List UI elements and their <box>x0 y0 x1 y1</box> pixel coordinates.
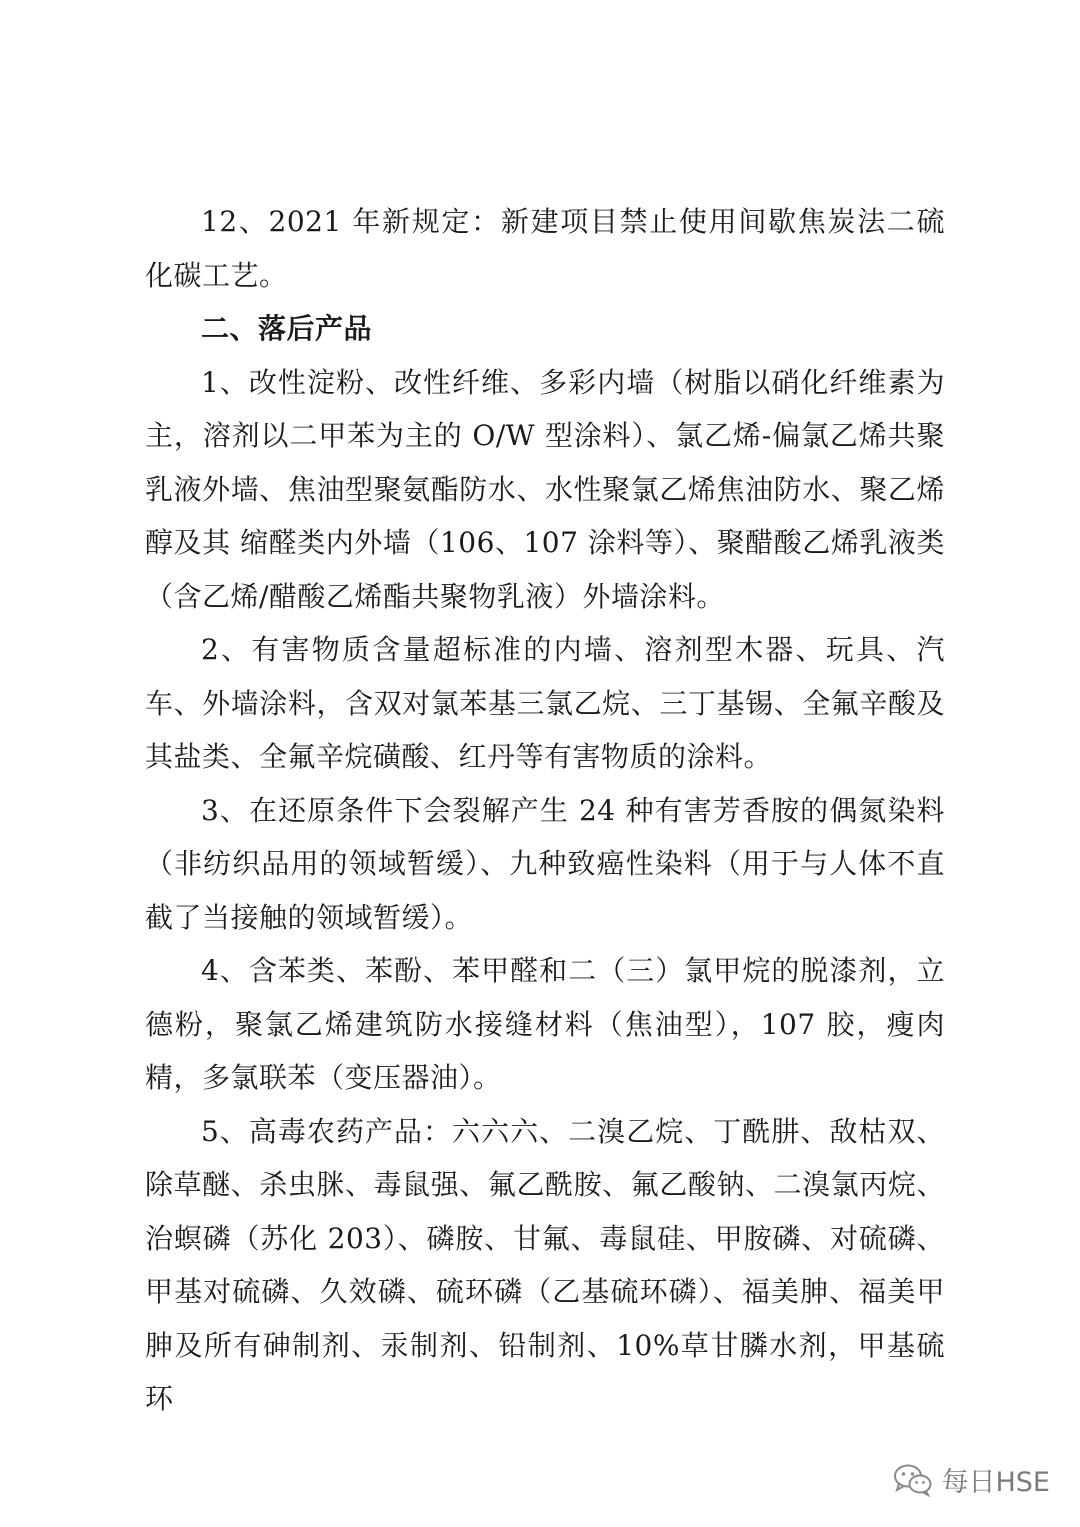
document-body <box>145 195 945 1426</box>
watermark <box>893 1460 1050 1499</box>
paragraph-item-1: 1、改性淀粉、改性纤维、多彩内墙（树脂以硝化纤维素为主，溶剂以二甲苯为主的 O/W 型涂料）、氯乙烯-偏氯乙烯共聚乳液外墙、焦油型聚氨酯防水、水性聚氯乙烯焦油防水、聚乙烯醇及其 缩醛类内外墙（106、107 涂料等）、聚醋酸乙烯乳液类（含乙烯/醋酸乙烯酯共聚物乳液）外墙涂料。 <box>145 365 945 613</box>
watermark-text: 每日HSE <box>941 1467 1050 1498</box>
paragraph-item-4: 4、含苯类、苯酚、苯甲醛和二（三）氯甲烷的脱漆剂，立德粉，聚氯乙烯建筑防水接缝材料（焦油型），107 胶，瘦肉精，多氯联苯（变压器油）。 <box>145 954 945 1094</box>
wechat-icon <box>893 1463 933 1497</box>
paragraph-item-5: 5、高毒农药产品：六六六、二溴乙烷、丁酰肼、敌枯双、除草醚、杀虫脒、毒鼠强、氟乙酰胺、氟乙酸钠、二溴氯丙烷、治螟磷（苏化 203）、磷胺、甘氟、毒鼠硅、甲胺磷、对硫磷、甲基对硫磷、久效磷、硫环磷（乙基硫环磷）、福美胂、福美甲胂及所有砷制剂、汞制剂、铅制剂、10%草甘膦水剂，甲基硫环 <box>145 1114 945 1415</box>
paragraph-12-new-rule: 12、2021 年新规定：新建项目禁止使用间歇焦炭法二硫化碳工艺。 <box>145 205 945 292</box>
paragraph-item-2: 2、有害物质含量超标准的内墙、溶剂型木器、玩具、汽车、外墙涂料，含双对氯苯基三氯乙烷、三丁基锡、全氟辛酸及其盐类、全氟辛烷磺酸、红丹等有害物质的涂料。 <box>145 633 945 773</box>
section-heading-backward-products: 二、落后产品 <box>201 312 373 345</box>
paragraph-item-3: 3、在还原条件下会裂解产生 24 种有害芳香胺的偶氮染料（非纺织品用的领域暂缓）、九种致癌性染料（用于与人体不直截了当接触的领域暂缓）。 <box>145 793 945 934</box>
